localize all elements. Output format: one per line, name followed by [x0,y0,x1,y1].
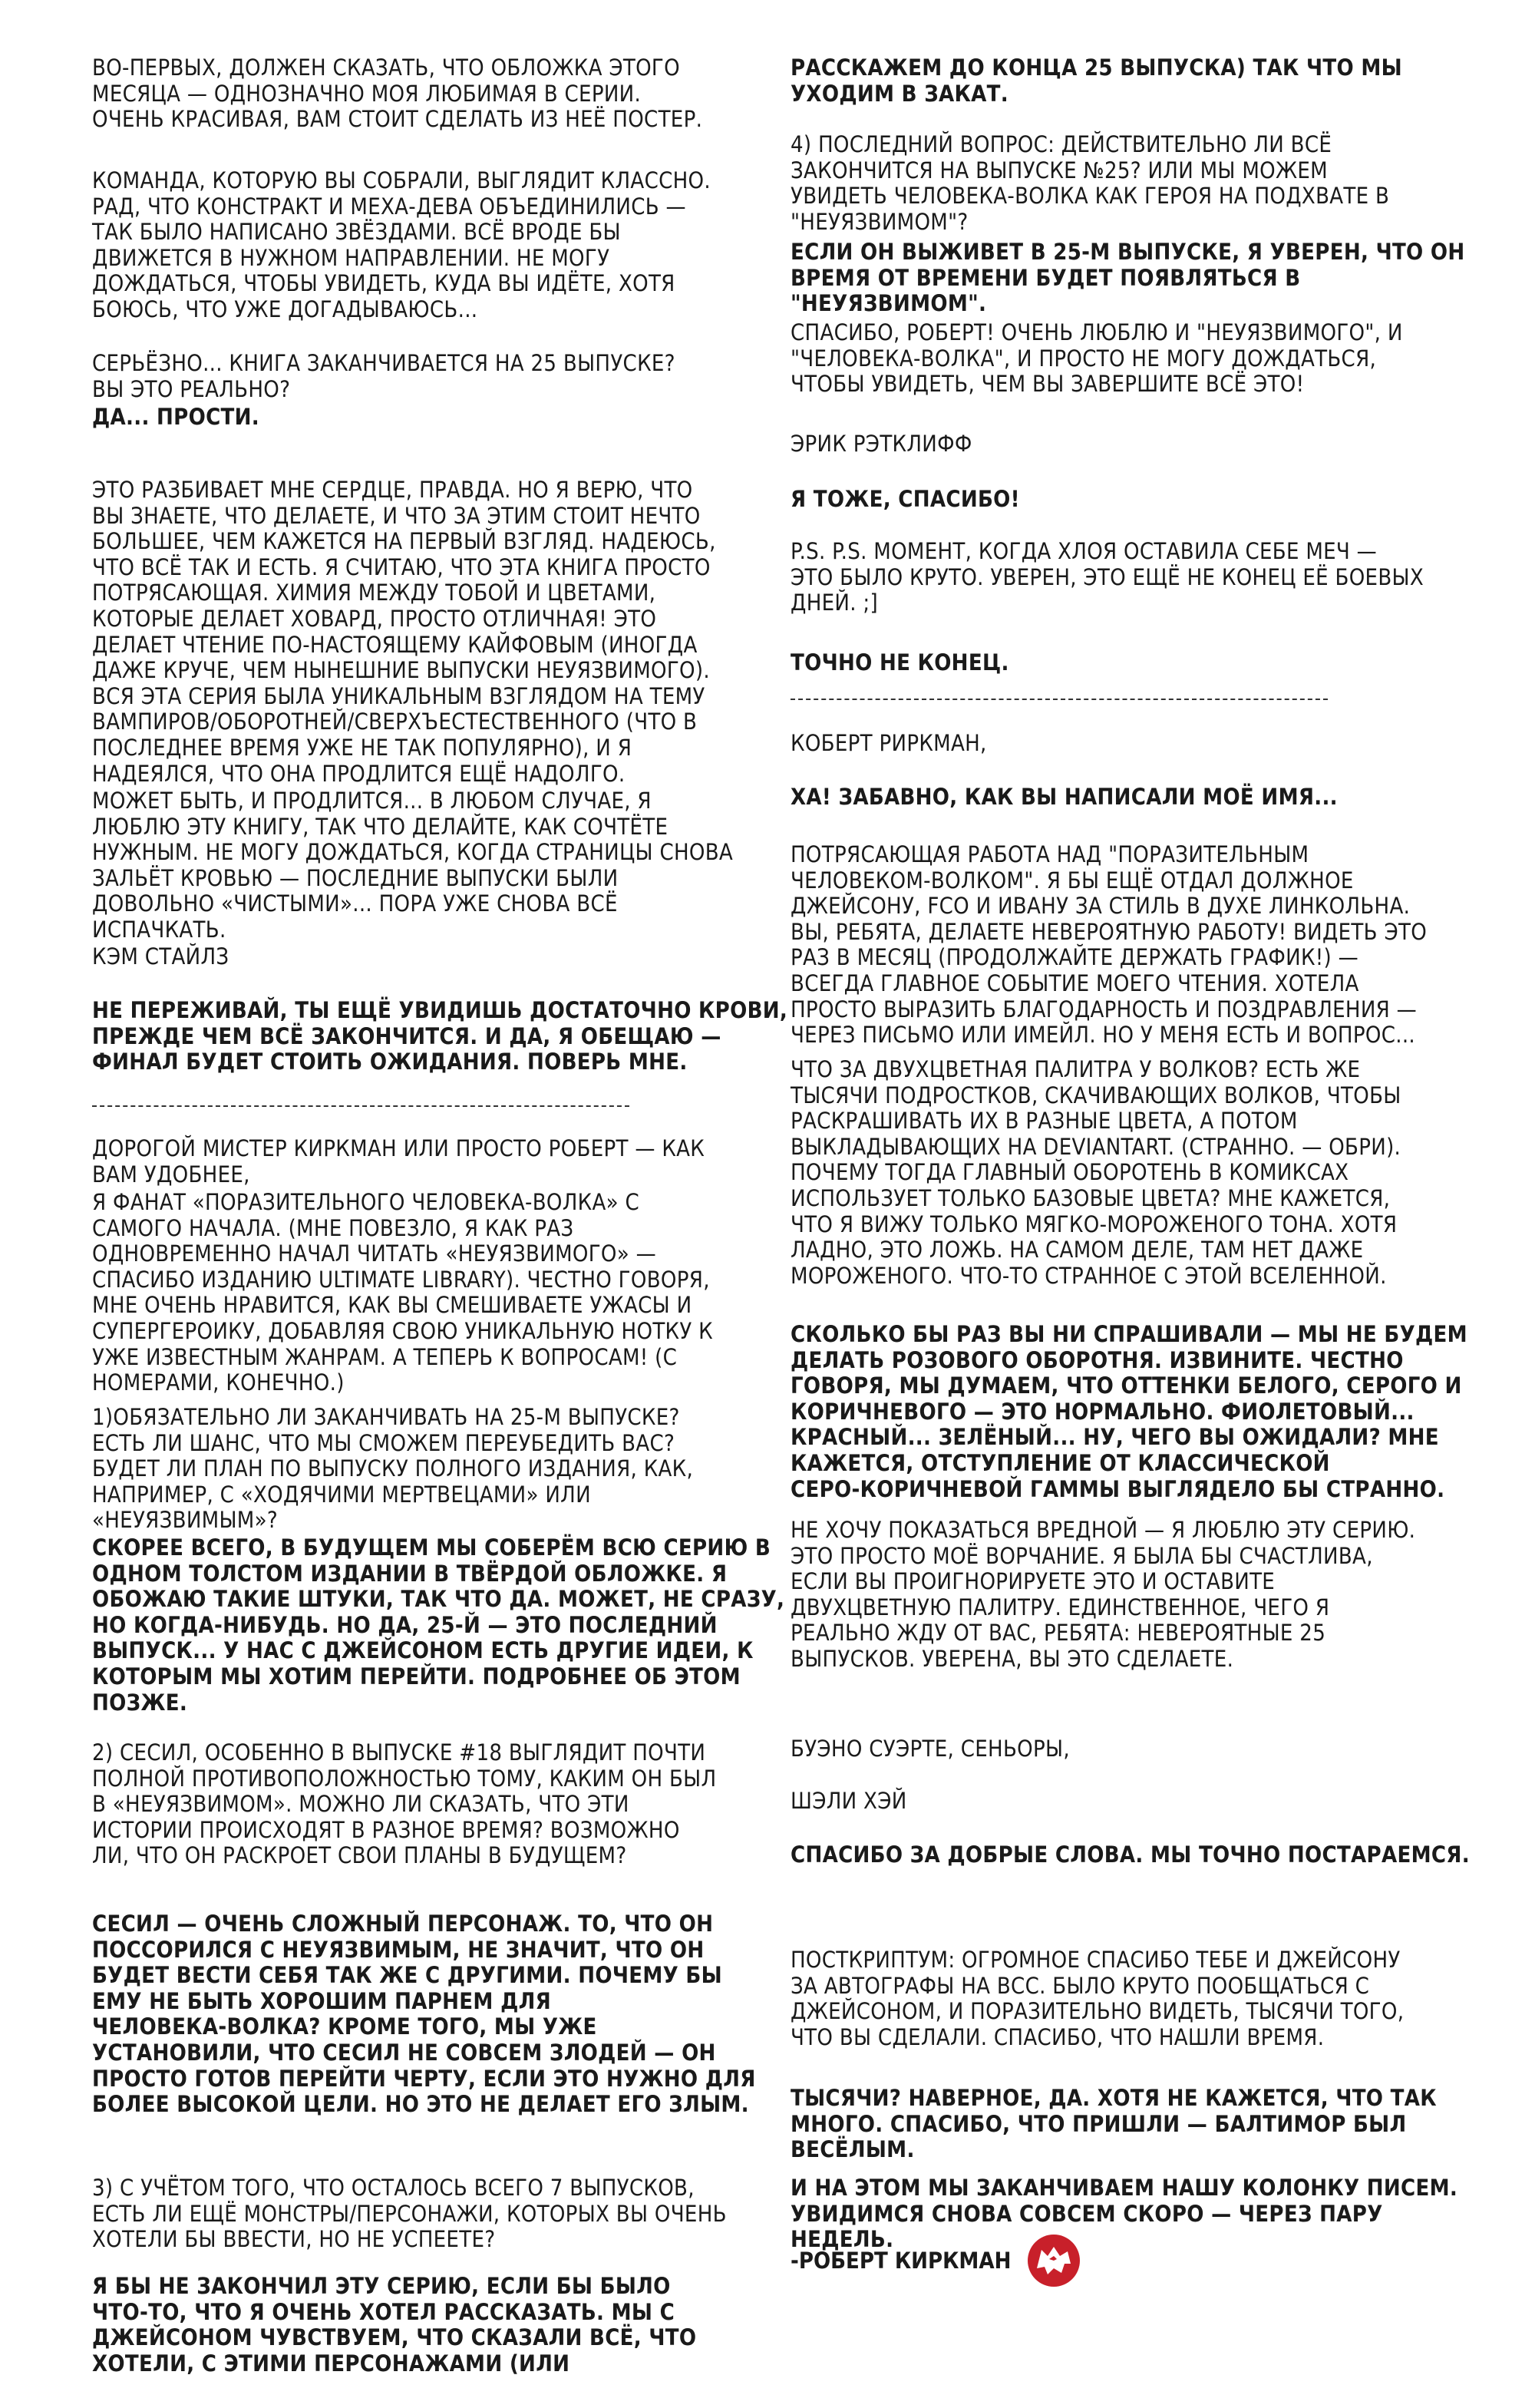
letter-paragraph: P.S. P.S. МОМЕНТ, КОГДА ХЛОЯ ОСТАВИЛА СЕБЕ МЕЧ — ЭТО БЫЛО КРУТО. УВЕРЕН, ЭТО ЕЩЁ НЕ КОНЕЦ ЕЁ БОЕВЫХ ДНЕЙ. ;] [791,538,1424,616]
reply-paragraph: ЕСЛИ ОН ВЫЖИВЕТ В 25-М ВЫПУСКЕ, Я УВЕРЕН, ЧТО ОН ВРЕМЯ ОТ ВРЕМЕНИ БУДЕТ ПОЯВЛЯТЬСЯ В "НЕУЯЗВИМОМ". [791,239,1465,317]
letter-signature: ШЭЛИ ХЭЙ [791,1788,907,1814]
reply-paragraph: РАССКАЖЕМ ДО КОНЦА 25 ВЫПУСКА) ТАК ЧТО МЫ УХОДИМ В ЗАКАТ. [791,55,1402,107]
section-divider [791,699,1328,700]
section-divider [92,1105,629,1107]
letter-paragraph: 3) С УЧЁТОМ ТОГО, ЧТО ОСТАЛОСЬ ВСЕГО 7 ВЫПУСКОВ, ЕСТЬ ЛИ ЕЩЁ МОНСТРЫ/ПЕРСОНАЖИ, КОТОРЫХ ВЫ ОЧЕНЬ ХОТЕЛИ БЫ ВВЕСТИ, НО НЕ УСПЕЕТЕ? [92,2175,727,2253]
letter-paragraph: Я ФАНАТ «ПОРАЗИТЕЛЬНОГО ЧЕЛОВЕКА-ВОЛКА» С САМОГО НАЧАЛА. (МНЕ ПОВЕЗЛО, Я КАК РАЗ ОДНОВРЕМЕННО НАЧАЛ ЧИТАТЬ «НЕУЯЗВИМОГО» — СПАСИБО ИЗДАНИЮ ULTIMATE LIBRARY). ЧЕСТНО ГОВОРЯ, МНЕ ОЧЕНЬ НРАВИТСЯ, КАК ВЫ СМЕШИВАЕТЕ УЖАСЫ И СУПЕРГЕРОИКУ, ДОБАВЛЯЯ СВОЮ УНИКАЛЬНУЮ НОТКУ К УЖЕ ИЗВЕСТНЫМ ЖАНРАМ. А ТЕПЕРЬ К ВОПРОСАМ! (С НОМЕРАМИ, КОНЕЧНО.) [92,1189,713,1396]
closing-signature-text: -РОБЕРТ КИРКМАН [791,2248,1012,2274]
reply-paragraph: СКОРЕЕ ВСЕГО, В БУДУЩЕМ МЫ СОБЕРЁМ ВСЮ СЕРИЮ В ОДНОМ ТОЛСТОМ ИЗДАНИИ В ТВЁРДОЙ ОБЛОЖКЕ. Я ОБОЖАЮ ТАКИЕ ШТУКИ, ТАК ЧТО ДА. МОЖЕТ, НЕ СРАЗУ, НО КОГДА-НИБУДЬ. НО ДА, 25-Й — ЭТО ПОСЛЕДНИЙ ВЫПУСК... У НАС С ДЖЕЙСОНОМ ЕСТЬ ДРУГИЕ ИДЕИ, К КОТОРЫМ МЫ ХОТИМ ПЕРЕЙТИ. ПОДРОБНЕЕ ОБ ЭТОМ ПОЗЖЕ. [92,1534,785,1716]
letter-paragraph: КОБЕРТ РИРКМАН, [791,730,987,756]
reply-paragraph: ТОЧНО НЕ КОНЕЦ. [791,649,1009,675]
letter-paragraph: НЕ ХОЧУ ПОКАЗАТЬСЯ ВРЕДНОЙ — Я ЛЮБЛЮ ЭТУ СЕРИЮ. ЭТО ПРОСТО МОЁ ВОРЧАНИЕ. Я БЫЛА БЫ СЧАСТЛИВА, ЕСЛИ ВЫ ПРОИГНОРИРУЕТЕ ЭТО И ОСТАВИТЕ ДВУХЦВЕТНУЮ ПАЛИТРУ. ЕДИНСТВЕННОЕ, ЧЕГО Я РЕАЛЬНО ЖДУ ОТ ВАС, РЕБЯТА: НЕВЕРОЯТНЫЕ 25 ВЫПУСКОВ. УВЕРЕНА, ВЫ ЭТО СДЕЛАЕТЕ. [791,1517,1416,1672]
reply-paragraph: ДА... ПРОСТИ. [92,404,259,430]
reply-paragraph: СКОЛЬКО БЫ РАЗ ВЫ НИ СПРАШИВАЛИ — МЫ НЕ БУДЕМ ДЕЛАТЬ РОЗОВОГО ОБОРОТНЯ. ИЗВИНИТЕ. ЧЕСТНО ГОВОРЯ, МЫ ДУМАЕМ, ЧТО ОТТЕНКИ БЕЛОГО, СЕРОГО И КОРИЧНЕВОГО — ЭТО НОРМАЛЬНО. ФИОЛЕТОВЫЙ... КРАСНЫЙ... ЗЕЛЁНЫЙ... НУ, ЧЕГО ВЫ ОЖИДАЛИ? МНЕ КАЖЕТСЯ, ОТСТУПЛЕНИЕ ОТ КЛАССИЧЕСКОЙ СЕРО-КОРИЧНЕВОЙ ГАММЫ ВЫГЛЯДЕЛО БЫ СТРАННО. [791,1321,1467,1502]
letter-paragraph: 4) ПОСЛЕДНИЙ ВОПРОС: ДЕЙСТВИТЕЛЬНО ЛИ ВСЁ ЗАКОНЧИТСЯ НА ВЫПУСКЕ №25? ИЛИ МЫ МОЖЕМ УВИДЕТЬ ЧЕЛОВЕКА-ВОЛКА КАК ГЕРОЯ НА ПОДХВАТЕ В "НЕУЯЗВИМОМ"? [791,131,1390,235]
reply-paragraph: ХА! ЗАБАВНО, КАК ВЫ НАПИСАЛИ МОЁ ИМЯ... [791,784,1338,810]
letter-signature: ЭРИК РЭТКЛИФФ [791,431,972,457]
letter-paragraph: СПАСИБО, РОБЕРТ! ОЧЕНЬ ЛЮБЛЮ И "НЕУЯЗВИМОГО", И "ЧЕЛОВЕКА-ВОЛКА", И ПРОСТО НЕ МОГУ ДОЖДАТЬСЯ, ЧТОБЫ УВИДЕТЬ, ЧЕМ ВЫ ЗАВЕРШИТЕ ВСЁ ЭТО! [791,319,1403,398]
wolf-head-icon [1026,2233,1081,2288]
reply-paragraph: Я БЫ НЕ ЗАКОНЧИЛ ЭТУ СЕРИЮ, ЕСЛИ БЫ БЫЛО ЧТО-ТО, ЧТО Я ОЧЕНЬ ХОТЕЛ РАССКАЗАТЬ. МЫ С ДЖЕЙСОНОМ ЧУВСТВУЕМ, ЧТО СКАЗАЛИ ВСЁ, ЧТО ХОТЕЛИ, С ЭТИМИ ПЕРСОНАЖАМИ (ИЛИ [92,2273,697,2377]
letter-paragraph: МОЖЕТ БЫТЬ, И ПРОДЛИТСЯ... В ЛЮБОМ СЛУЧАЕ, Я ЛЮБЛЮ ЭТУ КНИГУ, ТАК ЧТО ДЕЛАЙТЕ, КАК СОЧТЁТЕ НУЖНЫМ. НЕ МОГУ ДОЖДАТЬСЯ, КОГДА СТРАНИЦЫ СНОВА ЗАЛЬЁТ КРОВЬЮ — ПОСЛЕДНИЕ ВЫПУСКИ БЫЛИ ДОВОЛЬНО «ЧИСТЫМИ»... ПОРА УЖЕ СНОВА ВСЁ ИСПАЧКАТЬ. [92,788,734,943]
letter-paragraph: ВО-ПЕРВЫХ, ДОЛЖЕН СКАЗАТЬ, ЧТО ОБЛОЖКА ЭТОГО МЕСЯЦА — ОДНОЗНАЧНО МОЯ ЛЮБИМАЯ В СЕРИИ. ОЧЕНЬ КРАСИВАЯ, ВАМ СТОИТ СДЕЛАТЬ ИЗ НЕЁ ПОСТЕР. [92,55,703,133]
letter-paragraph: ЭТО РАЗБИВАЕТ МНЕ СЕРДЦЕ, ПРАВДА. НО Я ВЕРЮ, ЧТО ВЫ ЗНАЕТЕ, ЧТО ДЕЛАЕТЕ, И ЧТО ЗА ЭТИМ СТОИТ НЕЧТО БОЛЬШЕЕ, ЧЕМ КАЖЕТСЯ НА ПЕРВЫЙ ВЗГЛЯД. НАДЕЮСЬ, ЧТО ВСЁ ТАК И ЕСТЬ. Я СЧИТАЮ, ЧТО ЭТА КНИГА ПРОСТО ПОТРЯСАЮЩАЯ. ХИМИЯ МЕЖДУ ТОБОЙ И ЦВЕТАМИ, КОТОРЫЕ ДЕЛАЕТ ХОВАРД, ПРОСТО ОТЛИЧНАЯ! ЭТО ДЕЛАЕТ ЧТЕНИЕ ПО-НАСТОЯЩЕМУ КАЙФОВЫМ (ИНОГДА ДАЖЕ КРУЧЕ, ЧЕМ НЫНЕШНИЕ ВЫПУСКИ НЕУЯЗВИМОГО). ВСЯ ЭТА СЕРИЯ БЫЛА УНИКАЛЬНЫМ ВЗГЛЯДОМ НА ТЕМУ ВАМПИРОВ/ОБОРОТНЕЙ/СВЕРХЪЕСТЕСТВЕННОГО (ЧТО В ПОСЛЕДНЕЕ ВРЕМЯ УЖЕ НЕ ТАК ПОПУЛЯРНО), И Я НАДЕЯЛСЯ, ЧТО ОНА ПРОДЛИТСЯ ЕЩЁ НАДОЛГО. [92,477,716,787]
closing-signature [791,2230,1081,2291]
letter-signature: КЭМ СТАЙЛЗ [92,943,229,969]
letter-paragraph: ПОТРЯСАЮЩАЯ РАБОТА НАД "ПОРАЗИТЕЛЬНЫМ ЧЕЛОВЕКОМ-ВОЛКОМ". Я БЫ ЕЩЁ ОТДАЛ ДОЛЖНОЕ ДЖЕЙСОНУ, FCO И ИВАНУ ЗА СТИЛЬ В ДУХЕ ЛИНКОЛЬНА. ВЫ, РЕБЯТА, ДЕЛАЕТЕ НЕВЕРОЯТНУЮ РАБОТУ! ВИДЕТЬ ЭТО РАЗ В МЕСЯЦ (ПРОДОЛЖАЙТЕ ДЕРЖАТЬ ГРАФИК!) — ВСЕГДА ГЛАВНОЕ СОБЫТИЕ МОЕГО ЧТЕНИЯ. ХОТЕЛА ПРОСТО ВЫРАЗИТЬ БЛАГОДАРНОСТЬ И ПОЗДРАВЛЕНИЯ — ЧЕРЕЗ ПИСЬМО ИЛИ ИМЕЙЛ. НО У МЕНЯ ЕСТЬ И ВОПРОС... [791,841,1428,1049]
letter-paragraph: ДОРОГОЙ МИСТЕР КИРКМАН ИЛИ ПРОСТО РОБЕРТ — КАК ВАМ УДОБНЕЕ, [92,1135,705,1187]
letter-paragraph: БУЭНО СУЭРТЕ, СЕНЬОРЫ, [791,1736,1070,1762]
letter-paragraph: ЧТО ЗА ДВУХЦВЕТНАЯ ПАЛИТРА У ВОЛКОВ? ЕСТЬ ЖЕ ТЫСЯЧИ ПОДРОСТКОВ, СКАЧИВАЮЩИХ ВОЛКОВ, ЧТОБЫ РАСКРАШИВАТЬ ИХ В РАЗНЫЕ ЦВЕТА, А ПОТОМ ВЫКЛАДЫВАЮЩИХ НА DEVIANTART. (СТРАННО. — ОБРИ). ПОЧЕМУ ТОГДА ГЛАВНЫЙ ОБОРОТЕНЬ В КОМИКСАХ ИСПОЛЬЗУЕТ ТОЛЬКО БАЗОВЫЕ ЦВЕТА? МНЕ КАЖЕТСЯ, ЧТО Я ВИЖУ ТОЛЬКО МЯГКО-МОРОЖЕНОГО ТОНА. ХОТЯ ЛАДНО, ЭТО ЛОЖЬ. НА САМОМ ДЕЛЕ, ТАМ НЕТ ДАЖЕ МОРОЖЕНОГО. ЧТО-ТО СТРАННОЕ С ЭТОЙ ВСЕЛЕННОЙ. [791,1056,1401,1289]
letter-paragraph: КОМАНДА, КОТОРУЮ ВЫ СОБРАЛИ, ВЫГЛЯДИТ КЛАССНО. РАД, ЧТО КОНСТРАКТ И МЕХА-ДЕВА ОБЪЕДИНИЛИСЬ — ТАК БЫЛО НАПИСАНО ЗВЁЗДАМИ. ВСЁ ВРОДЕ БЫ ДВИЖЕТСЯ В НУЖНОМ НАПРАВЛЕНИИ. НЕ МОГУ ДОЖДАТЬСЯ, ЧТОБЫ УВИДЕТЬ, КУДА ВЫ ИДЁТЕ, ХОТЯ БОЮСЬ, ЧТО УЖЕ ДОГАДЫВАЮСЬ... [92,167,711,322]
letter-paragraph: 1)ОБЯЗАТЕЛЬНО ЛИ ЗАКАНЧИВАТЬ НА 25-М ВЫПУСКЕ? ЕСТЬ ЛИ ШАНС, ЧТО МЫ СМОЖЕМ ПЕРЕУБЕДИТЬ ВАС? БУДЕТ ЛИ ПЛАН ПО ВЫПУСКУ ПОЛНОГО ИЗДАНИЯ, КАК, НАПРИМЕР, С «ХОДЯЧИМИ МЕРТВЕЦАМИ» ИЛИ «НЕУЯЗВИМЫМ»? [92,1404,694,1534]
reply-paragraph: Я ТОЖЕ, СПАСИБО! [791,486,1020,512]
letter-paragraph: 2) СЕСИЛ, ОСОБЕННО В ВЫПУСКЕ #18 ВЫГЛЯДИТ ПОЧТИ ПОЛНОЙ ПРОТИВОПОЛОЖНОСТЬЮ ТОМУ, КАКИМ ОН БЫЛ В «НЕУЯЗВИМОМ». МОЖНО ЛИ СКАЗАТЬ, ЧТО ЭТИ ИСТОРИИ ПРОИСХОДЯТ В РАЗНОЕ ВРЕМЯ? ВОЗМОЖНО ЛИ, ЧТО ОН РАСКРОЕТ СВОИ ПЛАНЫ В БУДУЩЕМ? [92,1739,717,1869]
reply-paragraph: СЕСИЛ — ОЧЕНЬ СЛОЖНЫЙ ПЕРСОНАЖ. ТО, ЧТО ОН ПОССОРИЛСЯ С НЕУЯЗВИМЫМ, НЕ ЗНАЧИТ, ЧТО ОН БУДЕТ ВЕСТИ СЕБЯ ТАК ЖЕ С ДРУГИМИ. ПОЧЕМУ БЫ ЕМУ НЕ БЫТЬ ХОРОШИМ ПАРНЕМ ДЛЯ ЧЕЛОВЕКА-ВОЛКА? КРОМЕ ТОГО, МЫ УЖЕ УСТАНОВИЛИ, ЧТО СЕСИЛ НЕ СОВСЕМ ЗЛОДЕЙ — ОН ПРОСТО ГОТОВ ПЕРЕЙТИ ЧЕРТУ, ЕСЛИ ЭТО НУЖНО ДЛЯ БОЛЕЕ ВЫСОКОЙ ЦЕЛИ. НО ЭТО НЕ ДЕЛАЕТ ЕГО ЗЛЫМ. [92,1911,756,2118]
letter-paragraph: СЕРЬЁЗНО... КНИГА ЗАКАНЧИВАЕТСЯ НА 25 ВЫПУСКЕ? ВЫ ЭТО РЕАЛЬНО? [92,350,675,402]
reply-paragraph: И НА ЭТОМ МЫ ЗАКАНЧИВАЕМ НАШУ КОЛОНКУ ПИСЕМ. УВИДИМСЯ СНОВА СОВСЕМ СКОРО — ЧЕРЕЗ ПАРУ НЕДЕЛЬ. [791,2175,1458,2253]
reply-paragraph: НЕ ПЕРЕЖИВАЙ, ТЫ ЕЩЁ УВИДИШЬ ДОСТАТОЧНО КРОВИ, ПРЕЖДЕ ЧЕМ ВСЁ ЗАКОНЧИТСЯ. И ДА, Я ОБЕЩАЮ — ФИНАЛ БУДЕТ СТОИТЬ ОЖИДАНИЯ. ПОВЕРЬ МНЕ. [92,997,788,1075]
reply-paragraph: СПАСИБО ЗА ДОБРЫЕ СЛОВА. МЫ ТОЧНО ПОСТАРАЕМСЯ. [791,1842,1470,1868]
letter-paragraph: ПОСТКРИПТУМ: ОГРОМНОЕ СПАСИБО ТЕБЕ И ДЖЕЙСОНУ ЗА АВТОГРАФЫ НА ВСС. БЫЛО КРУТО ПООБЩАТЬСЯ С ДЖЕЙСОНОМ, И ПОРАЗИТЕЛЬНО ВИДЕТЬ, ТЫСЯЧИ ТОГО, ЧТО ВЫ СДЕЛАЛИ. СПАСИБО, ЧТО НАШЛИ ВРЕМЯ. [791,1947,1405,2050]
reply-paragraph: ТЫСЯЧИ? НАВЕРНОЕ, ДА. ХОТЯ НЕ КАЖЕТСЯ, ЧТО ТАК МНОГО. СПАСИБО, ЧТО ПРИШЛИ — БАЛТИМОР БЫЛ ВЕСЁЛЫМ. [791,2085,1437,2163]
